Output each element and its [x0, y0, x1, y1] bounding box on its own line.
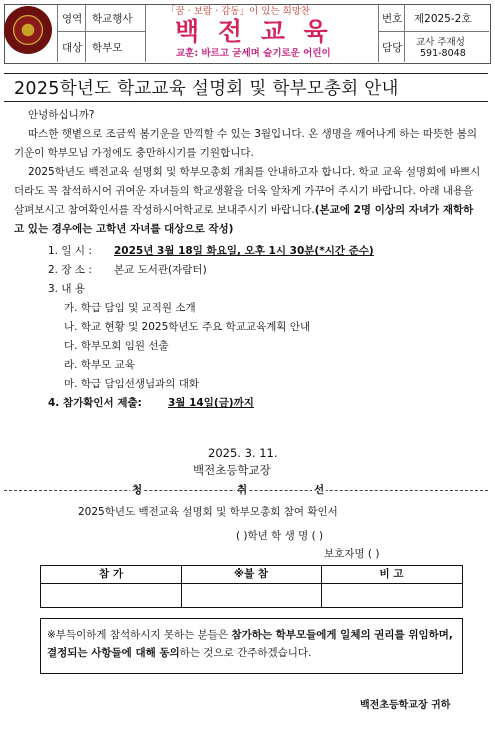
- divider: [57, 31, 145, 32]
- owner-phone: 591-8048: [420, 48, 466, 59]
- content-item: 가. 학급 담임 및 교직원 소개: [64, 302, 196, 314]
- col-absent: ※불 참: [233, 568, 269, 580]
- school-logo-icon: [4, 6, 52, 54]
- paragraph-2: [14, 163, 482, 239]
- content-item: 라. 학부모 교육: [64, 359, 135, 371]
- brand-title: 백 전 교 육: [175, 17, 333, 46]
- place-label: 2. 장 소 :: [48, 264, 92, 276]
- divider: [378, 5, 379, 62]
- target-label: 대상: [62, 42, 83, 54]
- parent-line[interactable]: 보호자명 ( ): [324, 548, 380, 560]
- divider: [145, 5, 146, 62]
- divider: [85, 5, 86, 62]
- place-value: 본교 도서관(자람터): [114, 264, 207, 276]
- content-item: 마. 학급 담임선생님과의 대화: [64, 378, 200, 390]
- number-value: 제2025-2호: [414, 13, 472, 25]
- issue-date: 2025. 3. 11.: [208, 446, 278, 460]
- participation-table: [40, 565, 463, 608]
- number-label: 번호: [382, 13, 403, 25]
- notice-part: 하는 것으로 간주하겠습니다.: [179, 647, 312, 659]
- content-label: 3. 내 용: [48, 283, 85, 295]
- date-label: 1. 일 시 :: [48, 245, 92, 257]
- notice-box: [40, 618, 463, 674]
- content-item: 다. 학부모회 임원 선출: [64, 340, 169, 352]
- submit-value: 3월 14일(금)까지: [168, 397, 254, 409]
- divider: [378, 31, 489, 32]
- date-value: 2025년 3월 18일 화요일, 오후 1시 30분(*시간 준수): [114, 245, 374, 257]
- paragraph-2-text: 2025학년도 백전교육 설명회 및 학부모총회 개최를 안내하고자 합니다. 학교 교육 설명회에 바쁘시더라도 꼭 참석하시어 귀여운 자녀들의 학교생활을 더욱 알차게 가꾸어 주시기 바랍니다. 아래 내용을 살펴보시고 참여확인서를 작성하시어학교로 보내주시기 바랍니다.: [14, 166, 481, 216]
- attend-cell[interactable]: [42, 584, 180, 606]
- col-remarks: 비 고: [379, 568, 404, 580]
- page-title: 2025학년도 학교교육 설명회 및 학부모총회 안내: [14, 79, 399, 99]
- cutline-char: 청: [132, 484, 143, 496]
- owner-label: 담당: [382, 42, 403, 54]
- school-motto: 교훈: 바르고 굳세며 슬기로운 어린이: [176, 48, 331, 59]
- target-value: 학부모: [92, 42, 123, 54]
- student-line[interactable]: ( )학년 학 생 명 ( ): [236, 530, 324, 542]
- greeting: 안녕하십니까?: [28, 109, 95, 121]
- remarks-cell[interactable]: [322, 584, 461, 606]
- cutline-char: 취: [237, 484, 248, 496]
- field-value: 학교행사: [92, 13, 133, 25]
- owner-name: 교사 주재성: [416, 37, 465, 48]
- cutline-char: 선: [314, 484, 325, 496]
- paragraph-2-note: (본교에 2명 이상의 자녀가 재학하고 있는 경우에는 고학년 자녀를 대상으로 작성): [14, 204, 474, 235]
- slogan: 「꿈 · 보람 · 감동」이 있는 희망찬: [166, 6, 311, 17]
- col-attend: 참 가: [99, 568, 123, 580]
- paragraph-1: 따스한 햇볕으로 조금씩 봄기운을 만끽할 수 있는 3월입니다. 온 생명을 깨어나게 하는 따뜻한 봄의 기운이 학부모님 가정에도 충만하시기를 기원합니다.: [14, 128, 477, 159]
- submit-label: 4. 참가확인서 제출:: [48, 397, 142, 409]
- content-item: 나. 학교 현황 및 2025학년도 주요 학교교육계획 안내: [64, 321, 311, 333]
- absent-cell[interactable]: [182, 584, 320, 606]
- signer: 백전초등학교장: [193, 463, 271, 477]
- form-title: 2025학년도 백전교육 설명회 및 학부모총회 참여 확인서: [78, 506, 338, 518]
- field-label: 영역: [62, 13, 83, 25]
- divider: [57, 5, 58, 62]
- notice-part: ※부득이하게 참석하시지 못하는 분들은: [47, 629, 232, 641]
- notice-text: [47, 626, 457, 662]
- notice-part-bold: 참가하는 학부모들에게 일체의 권리를 위임하며, 결정되는 사항들에 대해 동의: [47, 629, 453, 659]
- footer-recipient: 백전초등학교장 귀하: [360, 700, 451, 711]
- divider: [404, 5, 405, 62]
